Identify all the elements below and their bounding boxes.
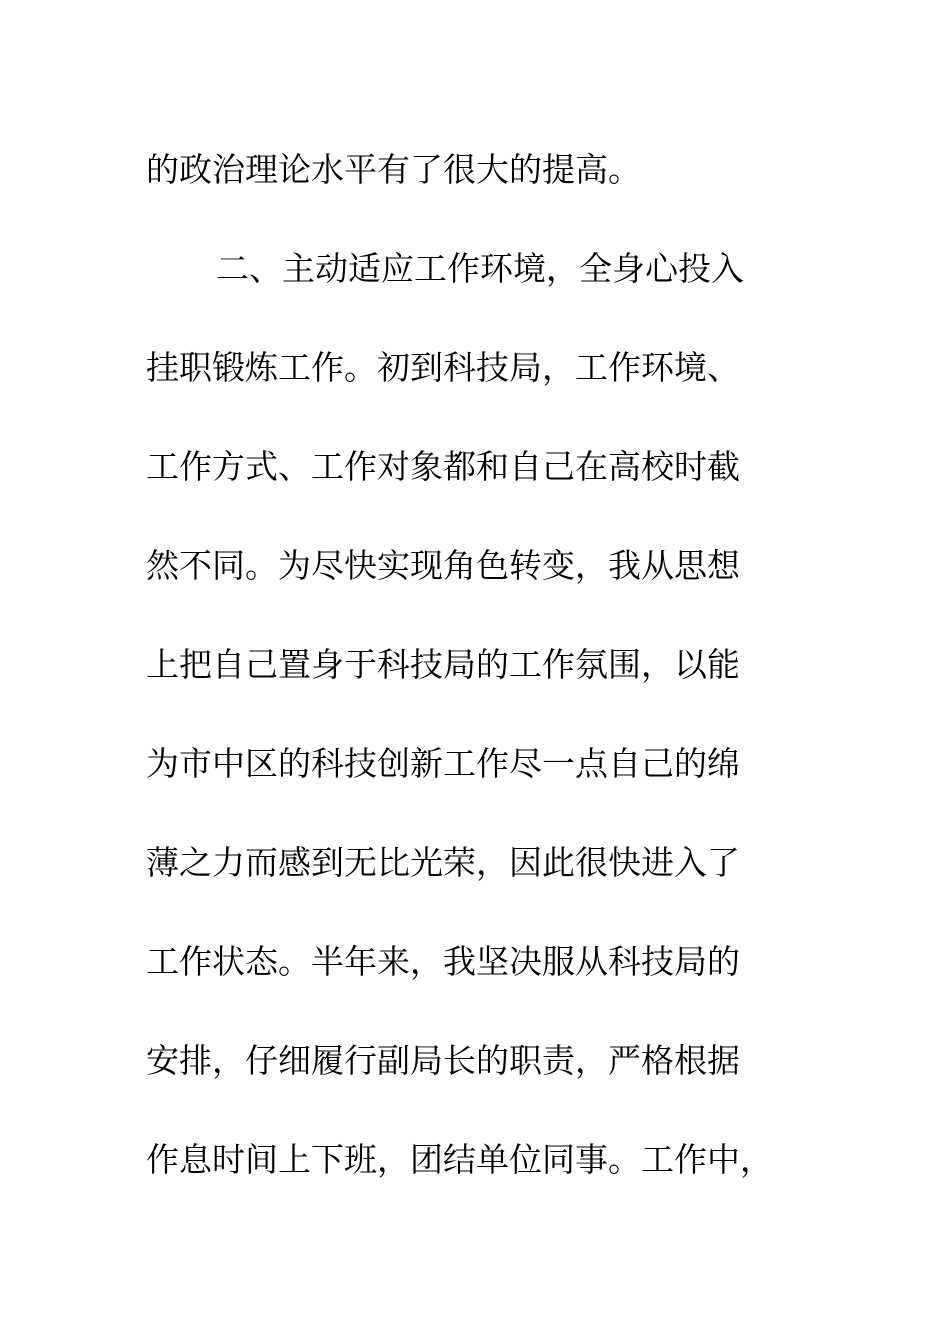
text-line: 薄之力而感到无比光荣，因此很快进入了 xyxy=(146,843,740,882)
text-line: 上把自己置身于科技局的工作氛围，以能 xyxy=(146,645,740,684)
text-line: 挂职锻炼工作。初到科技局，工作环境、 xyxy=(146,348,740,387)
text-line: 安排，仔细履行副局长的职责，严格根据 xyxy=(146,1041,740,1080)
text-line: 然不同。为尽快实现角色转变，我从思想 xyxy=(146,546,740,585)
text-line: 为市中区的科技创新工作尽一点自己的绵 xyxy=(146,744,740,783)
body-text xyxy=(146,120,806,1209)
section-heading-line: 二、主动适应工作环境，全身心投入 xyxy=(216,249,744,288)
text-line: 工作方式、工作对象都和自己在高校时截 xyxy=(146,447,740,486)
text-line: 作息时间上下班，团结单位同事。工作中， xyxy=(146,1140,773,1179)
text-line: 工作状态。半年来，我坚决服从科技局的 xyxy=(146,942,740,981)
text-line: 的政治理论水平有了很大的提高。 xyxy=(146,150,641,189)
